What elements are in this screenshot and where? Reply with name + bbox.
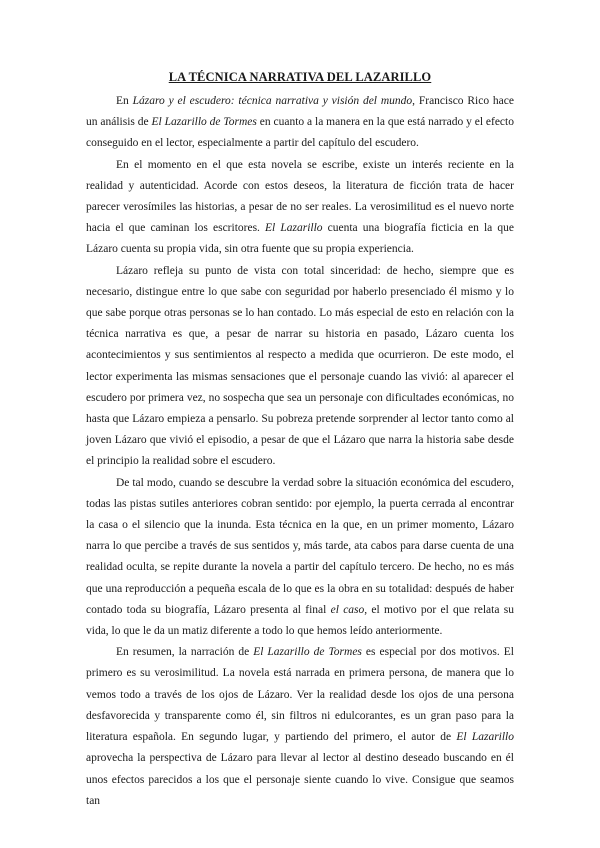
document-page <box>86 70 514 812</box>
italic-title-text: El Lazarillo <box>456 731 515 744</box>
document-title: LA TÉCNICA NARRATIVA DEL LAZARILLO <box>168 70 432 84</box>
paragraph-text: en cuanto a la manera en la que está narrado y el efecto conseguido en el lector, especialmente a partir del capítulo del escudero. <box>86 116 514 150</box>
document-body <box>86 91 514 812</box>
italic-title-text: el caso <box>330 603 365 616</box>
paragraph-text: De tal modo, cuando se descubre la verdad sobre la situación económica del escudero, todas las pistas sutiles anteriores cobran sentido: por ejemplo, la puerta cerrada al encontrar la casa o el silencio que la inunda. Esta técnica en la que, en un primer momento, Lázaro narra lo que percibe a través de sus sentidos y, más tarde, ata cabos para darse cuenta de una realidad oculta, se repite durante la novela a partir del capítulo tercero. De hecho, no es más que una reproducción a pequeña escala de lo que es la obra en su totalidad: después de haber contado toda su biografía, Lázaro presenta al final <box>86 476 514 616</box>
paragraph <box>86 473 514 643</box>
paragraph-text: , el motivo por el que relata su vida, lo que le da un matiz diferente a todo lo que hemos leído anteriormente. <box>86 603 514 638</box>
paragraph-text: En <box>116 95 133 107</box>
paragraph <box>86 155 514 261</box>
paragraph-text: Lázaro refleja su punto de vista con total sinceridad: de hecho, siempre que es necesario, distingue entre lo que sabe con seguridad por haberlo presenciado él mismo y lo que sabe porque otras personas se lo han contado. Lo más especial de esto en relación con la técnica narrativa es que, a pesar de narrar su historia en pasado, Lázaro cuenta los acontecimientos y sus sentimientos al respecto a medida que ocurrieron. De este modo, el lector experimenta las mismas sensaciones que el personaje cuando las vivió: al aparecer el escudero por primera vez, no sospecha que sea un personaje con dificultades económicas, no hasta que Lázaro empieza a pensarlo. Su pobreza pretende sorprender al lector tanto como al joven Lázaro que vivió el episodio, a pesar de que el Lázaro que narra la historia sabe desde el principio la realidad sobre el escudero. <box>86 264 514 468</box>
italic-title-text: El Lazarillo de Tormes <box>253 646 362 659</box>
paragraph-text: es especial por dos motivos. El primero es su verosimilitud. La novela está narrada en primera persona, de manera que lo vemos todo a través de los ojos de Lázaro. Ver la realidad desde los ojos de una persona desfavorecida y transparente como él, sin filtros ni edulcorantes, es un gran paso para la literatura española. En segundo lugar, y partiendo del primero, el autor de <box>86 646 514 744</box>
paragraph-text: cuenta una biografía ficticia en la que Lázaro cuenta su propia vida, sin otra fuente que su propia experiencia. <box>86 222 514 256</box>
paragraph <box>86 642 514 812</box>
paragraph-text: En resumen, la narración de <box>116 646 254 659</box>
italic-title-text: El Lazarillo <box>265 222 323 235</box>
paragraph-text: En el momento en el que esta novela se escribe, existe un interés reciente en la realidad y autenticidad. Acorde con estos deseos, la literatura de ficción trata de hacer parecer verosímiles las historias, a pesar de no ser reales. La verosimilitud es el nuevo norte hacia el que caminan los escritores. <box>86 158 514 235</box>
italic-title-text: El Lazarillo de Tormes <box>151 116 257 129</box>
paragraph <box>86 91 514 155</box>
paragraph-text: , Francisco Rico hace un análisis de <box>86 95 514 129</box>
paragraph-text: aprovecha la perspectiva de Lázaro para llevar al lector al destino deseado buscando en él unos efectos parecidos a los que el personaje siente cuando lo vive. Consigue que seamos tan <box>86 752 514 807</box>
paragraph <box>86 261 514 473</box>
italic-title-text: Lázaro y el escudero: técnica narrativa y visión del mundo <box>132 95 413 107</box>
